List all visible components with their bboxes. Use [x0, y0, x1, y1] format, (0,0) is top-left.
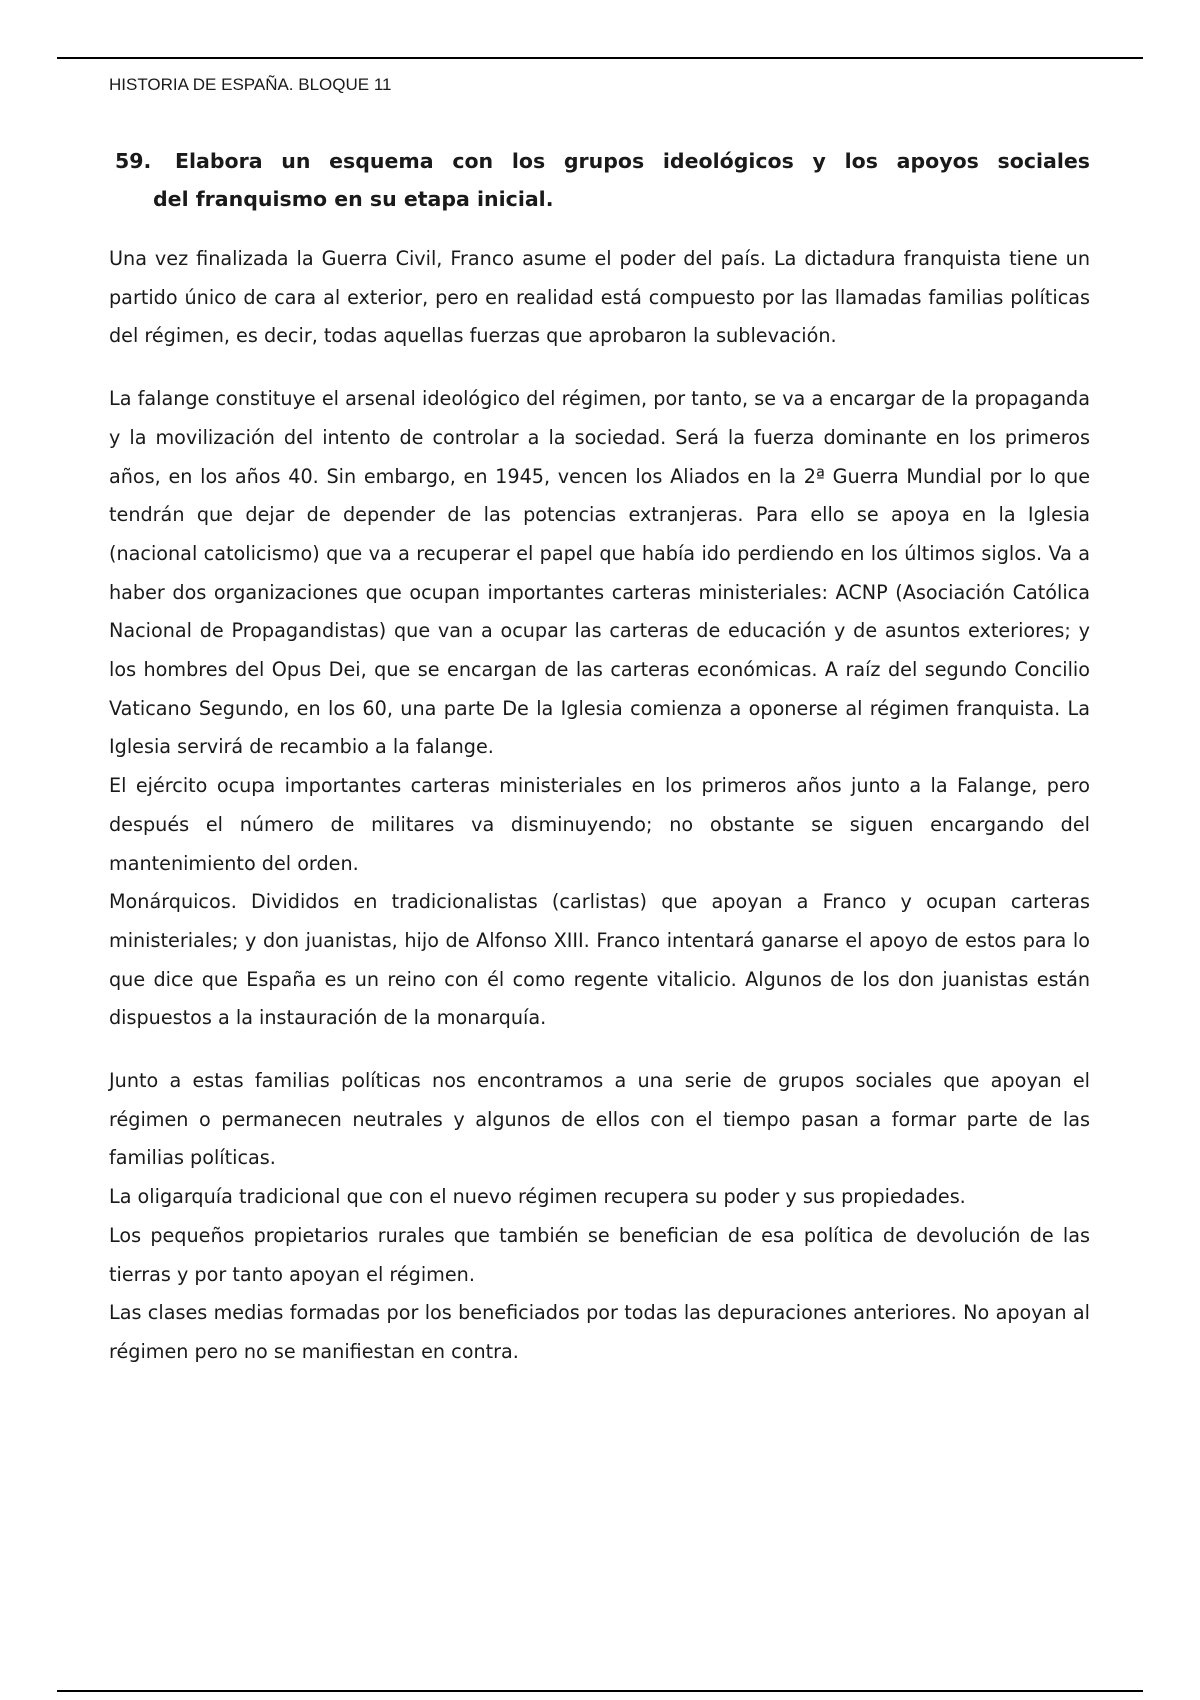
question-text-line-2: del franquismo en su etapa inicial. [153, 187, 554, 211]
paragraph-clases-medias: Las clases medias formadas por los beneficiados por todas las depuraciones anteriores. No apoyan al régimen pero no se manifiestan en contra. [109, 1301, 1090, 1363]
header-rule [57, 57, 1143, 59]
paragraph-propietarios-rurales: Los pequeños propietarios rurales que también se benefician de esa política de devolución de las tierras y por tanto apoyan el régimen. [109, 1223, 1090, 1286]
question-number: 59. [115, 149, 152, 173]
page-header: HISTORIA DE ESPAÑA. BLOQUE 11 [109, 75, 392, 94]
paragraph-monarquicos: Monárquicos. Divididos en tradicionalistas (carlistas) que apoyan a Franco y ocupan carteras ministeriales; y don juanistas, hijo de Alfonso XIII. Franco intentará ganarse el apoyo de estos para lo que dice que España es un reino con él como regente vitalicio. Algunos de los don juanistas están dispuestos a la instauración de la monarquía. [109, 890, 1090, 1030]
document-body [109, 240, 1090, 1372]
footer-rule [57, 1690, 1143, 1692]
question-text-line-1: Elabora un esquema con los grupos ideológicos y los apoyos sociales [175, 149, 1090, 173]
paragraph-oligarquia: La oligarquía tradicional que con el nuevo régimen recupera su poder y sus propiedades. [109, 1185, 966, 1209]
paragraph-falange-iglesia: La falange constituye el arsenal ideológico del régimen, por tanto, se va a encargar de la propaganda y la movilización del intento de controlar a la sociedad. Será la fuerza dominante en los primeros años, en los años 40. Sin embargo, en 1945, vencen los Aliados en la 2ª Guerra Mundial por lo que tendrán que dejar de depender de las potencias extranjeras. Para ello se apoya en la Iglesia (nacional catolicismo) que va a recuperar el papel que había ido perdiendo en los últimos siglos. Va a haber dos organizaciones que ocupan importantes carteras ministeriales: ACNP (Asociación Católica Nacional de Propagandistas) que van a ocupar las carteras de educación y de asuntos exteriores; y los hombres del Opus Dei, que se encargan de las carteras económicas. A raíz del segundo Concilio Vaticano Segundo, en los 60, una parte De la Iglesia comienza a oponerse al régimen franquista. La Iglesia servirá de recambio a la falange. [109, 387, 1090, 759]
question-heading [115, 142, 1090, 218]
paragraph-ejercito: El ejército ocupa importantes carteras ministeriales en los primeros años junto a la Falange, pero después el número de militares va disminuyendo; no obstante se siguen encargando del mantenimiento del orden. [109, 774, 1090, 875]
paragraph-intro: Una vez finalizada la Guerra Civil, Franco asume el poder del país. La dictadura franquista tiene un partido único de cara al exterior, pero en realidad está compuesto por las llamadas familias políticas del régimen, es decir, todas aquellas fuerzas que aprobaron la sublevación. [109, 247, 1090, 348]
question-line-1 [115, 142, 1090, 180]
paragraph-grupos-sociales: Junto a estas familias políticas nos encontramos a una serie de grupos sociales que apoyan el régimen o permanecen neutrales y algunos de ellos con el tiempo pasan a formar parte de las familias políticas. [109, 1069, 1090, 1170]
